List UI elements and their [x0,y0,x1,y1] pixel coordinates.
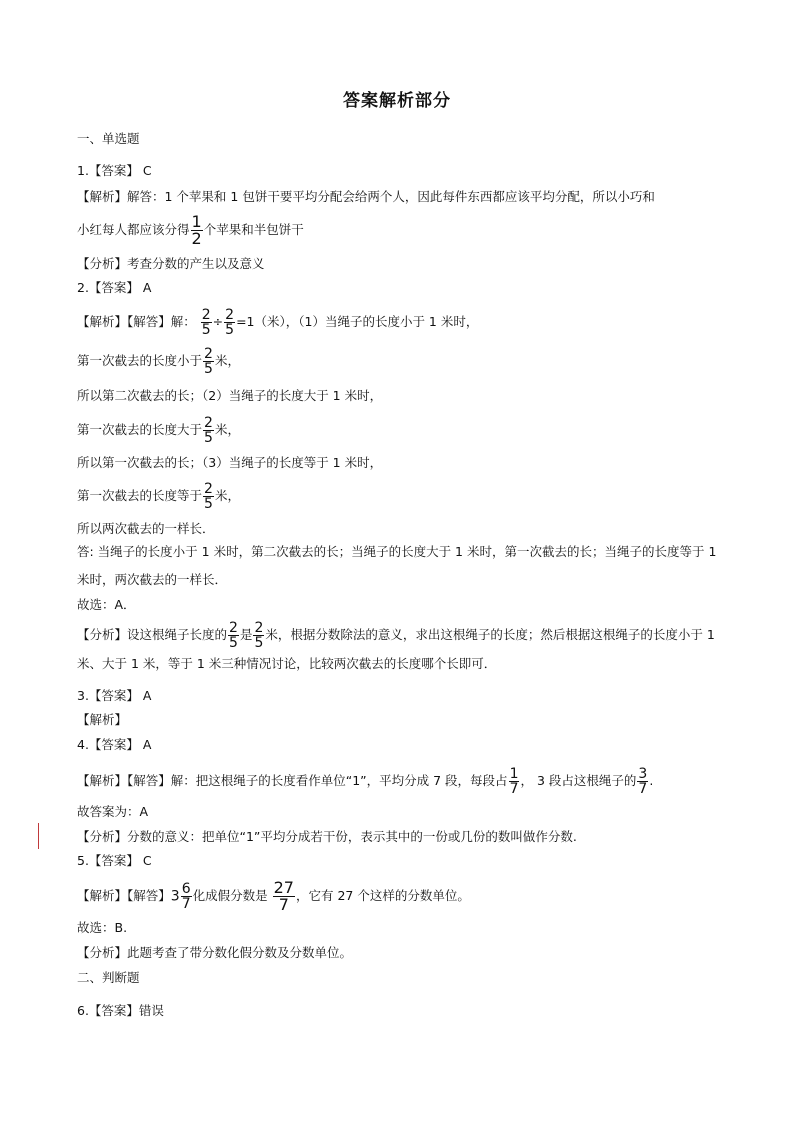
page-title: 答案解析部分 [343,91,451,111]
section-heading-judgment: 二、判断题 [77,970,140,985]
q2-case2-line: 所以第二次截去的长；（2）当绳子的长度大于 1 米时， [77,388,383,403]
q2-case3-detail: 第一次截去的长度等于 $\frac{2}{5}$ 米， [77,481,240,512]
q1-analysis-line1: 【解析】解答：1 个苹果和 1 包饼干要平均分配会给两个人，因此每件东西都应该平均分配，所以小巧和 [77,189,655,204]
fraction: $\frac{2}{5}$ [229,620,238,651]
section-heading-single-choice: 一、单选题 [77,131,140,146]
q5-answer: 5.【答案】 C [77,853,152,868]
fraction: $\frac{2}{5}$ [204,481,213,512]
q1-analysis-line2: 小红每人都应该分得 $\frac{1}{2}$ 个苹果和半包饼干 [77,212,304,248]
q2-conclusion: 所以两次截去的一样长． [77,521,215,536]
q4-answer: 4.【答案】 A [77,737,152,752]
q6-answer: 6.【答案】错误 [77,1003,164,1018]
q3-jiexi: 【解析】 [77,712,128,727]
q2-answer-text: 答: 当绳子的长度小于 1 米时，第二次截去的长；当绳子的长度大于 1 米时，第一次截去的长；当绳子的长度等于 1 米时，两次截去的一样长． [77,544,717,587]
fraction: $\frac{2}{5}$ [254,620,264,651]
fraction: $\frac{27}{7}$ [273,878,294,914]
q2-case1-line: 第一次截去的长度小于 $\frac{2}{5}$ 米， [77,346,240,377]
q5-guxuan: 故选：B. [77,920,128,935]
margin-mark [38,823,39,849]
fraction: $\frac{2}{5}$ [225,307,235,338]
q2-fenxi: 【分析】设这根绳子长度的 $\frac{2}{5}$ 是 $\frac{2}{5}$ 米，根据分数除法的意义，求出这根绳子的长度；然后根据这根绳子的长度小于 1 米、大于 1 米，等于 1 米三种情况讨论，比较两次截去的长度哪个长即可． [77,620,715,671]
q2-guxuan: 故选：A． [77,597,136,612]
q1-answer: 1.【答案】 C [77,163,152,178]
q1-fenxi: 【分析】考查分数的产生以及意义 [77,256,265,271]
fraction: $\frac{1}{7}$ [509,766,519,797]
fraction: $\frac{3}{7}$ [638,766,648,797]
q2-answer: 2.【答案】 A [77,280,152,295]
q2-case2-detail: 第一次截去的长度大于 $\frac{2}{5}$ 米， [77,415,240,446]
q4-jiexi: 【解析】【解答】解：把这根绳子的长度看作单位“1”，平均分成 7 段，每段占 $\frac{1}{7}$ ， 3 段占这根绳子的 $\frac{3}{7}$ . [77,766,654,797]
q5-fenxi: 【分析】此题考查了带分数化假分数及分数单位。 [77,945,353,960]
q3-answer: 3.【答案】 A [77,688,152,703]
fraction: $\frac{6}{7}$ [181,881,191,912]
fraction: $\frac{2}{5}$ [204,346,213,377]
fraction: $\frac{2}{5}$ [204,415,213,446]
q4-guda: 故答案为：A [77,804,149,819]
fraction: $\frac{2}{5}$ [201,307,211,338]
fraction: $\frac{1}{2}$ [191,212,202,248]
q5-jiexi: 【解析】【解答】3 $\frac{6}{7}$ 化成假分数是 $\frac{27}{7}$ ，它有 27 个这样的分数单位。 [77,878,470,914]
q2-case3-line: 所以第一次截去的长；（3）当绳子的长度等于 1 米时， [77,455,383,470]
q4-fenxi: 【分析】分数的意义：把单位“1”平均分成若干份，表示其中的一份或几份的数叫做作分数. [77,829,577,844]
q2-jiexi: 【解析】【解答】解： $\frac{2}{5}$ ÷ $\frac{2}{5}$ =1（米），（1）当绳子的长度小于 1 米时， [77,307,479,338]
